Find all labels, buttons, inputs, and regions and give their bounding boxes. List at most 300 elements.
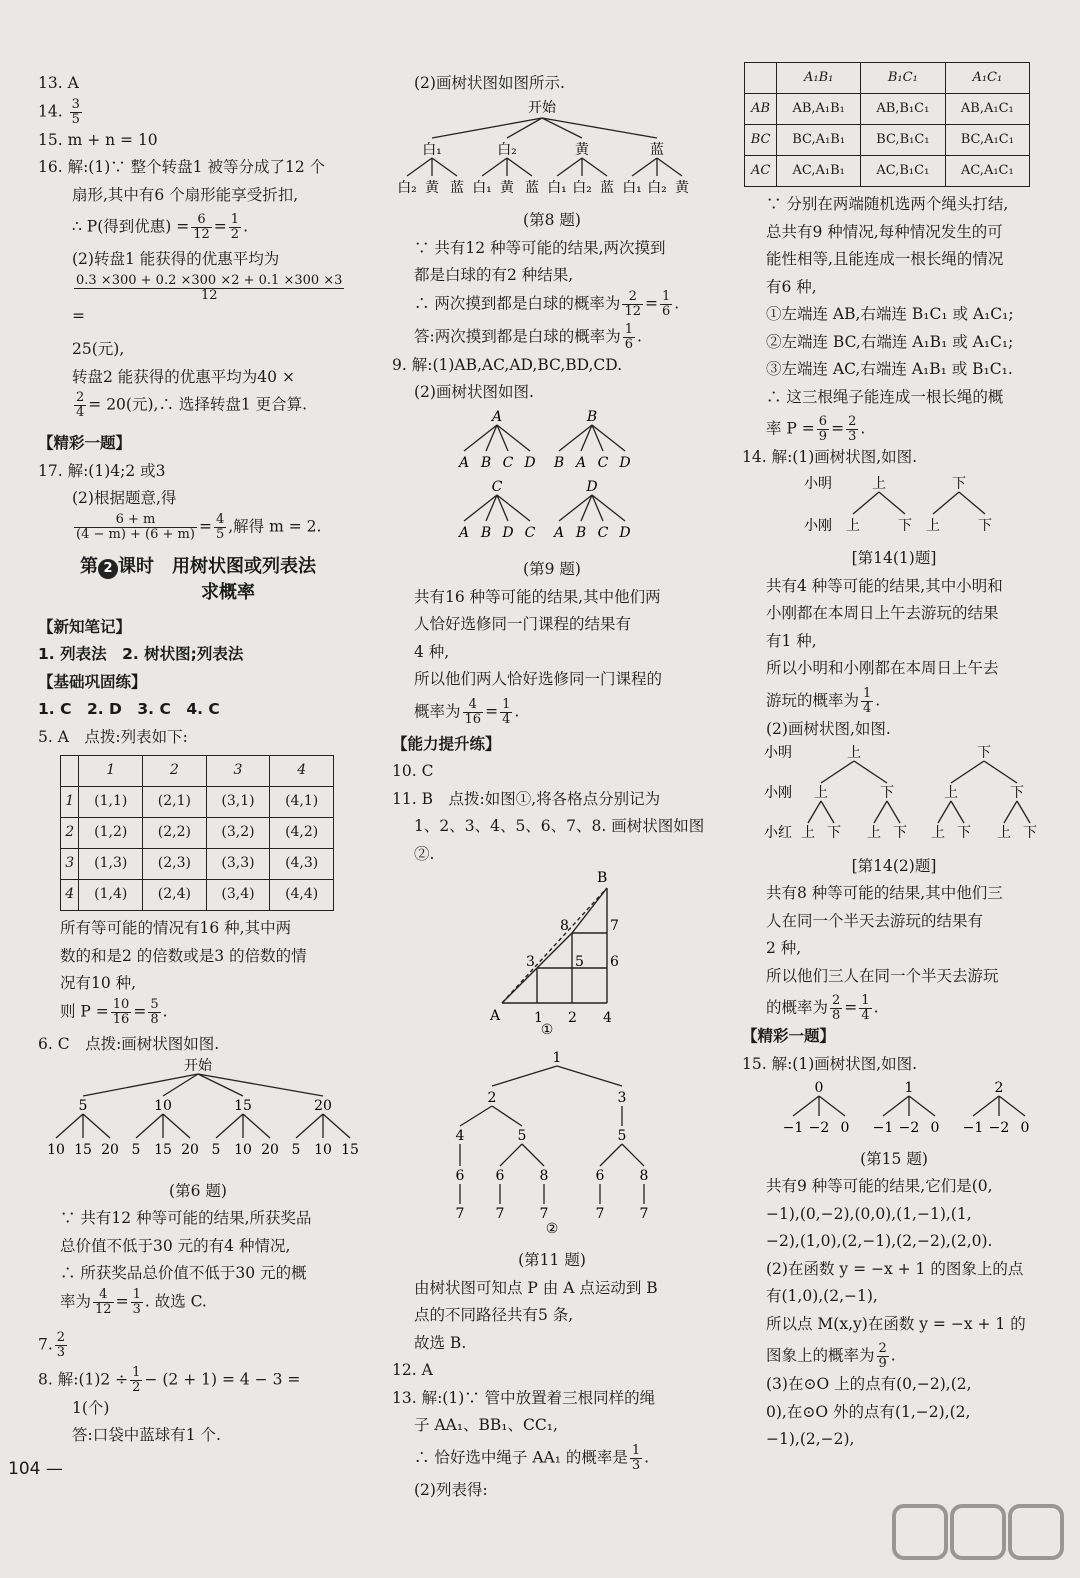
answer-17-line-2: (2)根据题意,得 [72,489,177,507]
tree-node: 7 [595,1205,605,1222]
grid-label-7: 7 [610,918,619,934]
answer-13-line-12: ∴ 这三根绳子能连成一根长绳的概 [766,387,1004,406]
tree-edge [1004,801,1017,823]
answer-11-line-3: 由树状图可知点 P 由 A 点运动到 B [414,1278,658,1297]
table-cell: BC,B₁C₁ [861,125,946,156]
denominator: 5 [215,526,225,542]
tree-node: D [524,454,536,471]
tree-edge [83,1114,110,1138]
denominator: 12 [200,287,218,303]
denominator: 3 [848,429,857,444]
tree-node: 下 [957,825,971,841]
answer-8-line-7 [392,323,712,352]
answer-15-line-8 [744,1342,1044,1371]
tree-edge [582,158,607,176]
text: . 故选 C. [144,1292,207,1310]
numerator: 2 [878,1341,887,1356]
tree-edge [808,801,821,823]
table-row [61,818,334,849]
numerator: 10 [112,996,130,1012]
table-cell: BC,A₁C₁ [945,125,1029,156]
tree-node: 下 [1023,825,1037,841]
tree-node: 5 [517,1127,527,1144]
tree-edge [557,1066,622,1086]
tree-node: C [491,478,503,495]
section-highlight-2: 【精彩一题】 [742,1027,836,1045]
table-cell: (3,3) [206,849,270,880]
text: . [875,691,881,709]
fraction [463,698,484,727]
text: . [873,998,879,1017]
table-header-row [61,756,334,787]
lesson-title [38,554,358,606]
fraction [500,698,512,727]
tree-node: D [502,524,514,541]
tree-node: 下 [1010,785,1024,801]
tree-node: 下 [880,785,894,801]
tree-edge [821,761,854,783]
table-answer-5 [60,755,334,911]
numerator: 2 [622,290,643,305]
answer-15-line-11: −1),(2,−2), [766,1430,855,1448]
tree-node: 0 [840,1120,850,1136]
text: 答:两次摸到都是白球的概率为 [414,327,621,345]
numerator: 2 [76,390,85,405]
answer-5-line-4 [38,998,358,1027]
tree-diagram-14-2 [744,743,1044,843]
answer-17-line-3 [38,513,358,542]
tree-node: 下 [952,475,966,492]
tree-node: 白₁ [547,179,567,196]
tree-node: D [586,478,598,495]
answer-5: 5. A 点拨:列表如下: [38,727,188,746]
tree-root: 开始 [184,1058,212,1074]
tree-node: A [491,408,503,425]
text: 率为 [60,1292,92,1310]
fraction [111,998,132,1027]
answer-5-line-1: 所有等可能的情况有16 种,其中两 [60,919,292,937]
table-cell: 4 [61,880,79,911]
denominator: 6 [661,303,671,319]
table-row [745,94,1030,125]
tree-node: 5 [78,1098,88,1114]
answer-14-line-5: 所以小明和小刚都在本周日上午去 [766,659,999,677]
tree-edge [243,1114,270,1138]
tree-edge [163,1114,190,1138]
tree-node: 上 [801,825,815,841]
tree-node: −2 [988,1120,1010,1136]
tree-node: 上 [814,785,828,801]
table-header-cell: B₁C₁ [861,63,946,94]
tree-node: B [480,454,492,471]
tree-node: 上 [846,517,860,534]
table-row [61,880,334,911]
denominator: 12 [624,303,641,319]
tree-edge [460,1106,492,1126]
tree-node: 10 [154,1098,172,1114]
fraction [93,1288,114,1317]
page-number: 104 — [8,1458,63,1479]
fraction [817,415,829,444]
tree-node: 15 [74,1142,92,1158]
tree-branches [456,1050,649,1222]
answer-8-part-2: (2)画树状图如图所示. [414,74,565,92]
fraction [630,1444,642,1473]
fraction [229,213,241,242]
table-cell: (2,3) [143,849,207,880]
text: = [644,294,658,312]
tree-node: 白₂ [497,141,517,158]
tree-edge [522,1144,544,1166]
numerator: 5 [150,996,159,1012]
numerator: 2 [832,993,841,1008]
row-label-xiaohong: 小红 [764,825,792,841]
tree-node: 蓝 [450,179,464,196]
text: = 20(元),∴ 选择转盘1 更合算. [88,395,308,414]
text: ∴ 恰好选中绳子 AA₁ 的概率是 [414,1448,628,1466]
text: 第 [80,555,98,577]
tree-node: 15 [154,1142,172,1158]
numerator: 1 [861,993,870,1008]
tree-edge [542,118,657,138]
table-cell: AB,A₁C₁ [945,94,1029,125]
answer-5-line-2: 数的和是2 的倍数或是3 的倍数的情 [60,946,307,965]
answer-8-line-1 [38,1366,358,1395]
denominator: (4 − m) + (6 + m) [76,526,195,542]
tree-node: 上 [944,785,958,801]
text: 8. 解:(1)2 ÷ [38,1370,129,1388]
table-header-cell: A₁B₁ [777,63,861,94]
lesson-number: 2 [98,559,118,579]
tree-edge [854,761,887,783]
answer-8-line-2: 1(个) [72,1398,110,1417]
denominator: 2 [230,227,240,242]
tree-node: 2 [994,1080,1004,1096]
text: 游玩的概率为 [766,691,860,709]
tree-node: A [553,524,565,541]
table-cell: (1,1) [79,787,143,818]
text: . [162,1002,168,1020]
tree-edge [874,801,887,823]
answer-6-line-2: 总价值不低于30 元的有4 种情况, [60,1236,291,1255]
grid-label-3: 3 [526,954,535,970]
tree-node: 10 [314,1142,332,1158]
table-cell: 3 [61,849,79,880]
table-header-cell: 2 [143,756,207,787]
fraction [191,213,212,242]
answer-9-line-4: 人恰好选修同一门课程的结果有 [414,615,632,633]
table-cell: 2 [61,818,79,849]
numerator: 4 [463,698,484,713]
row-label-xiaogang: 小刚 [804,517,832,534]
tree-node: 15 [341,1142,358,1158]
caption-9: (第9 题) [523,560,581,578]
caption-14-2: [第14(2)题] [851,856,937,875]
figure-1-caption: ① [540,1022,554,1038]
grid-label-8: 8 [560,918,569,934]
answer-13-line-13 [744,415,1044,444]
answer-15-line-7: 所以点 M(x,y)在函数 y = −x + 1 的 [766,1314,1026,1333]
fraction [74,513,197,542]
text: 概率为 [414,702,461,720]
tree-edge [56,1114,83,1138]
tree-edge [999,1096,1025,1116]
fraction [131,1288,143,1317]
table-cell: (3,4) [206,880,270,911]
text: = [133,1002,147,1020]
answer-12: 12. A [392,1361,433,1379]
tree-node: 6 [495,1167,505,1184]
numerator: 2 [56,1329,66,1345]
tree-node: 20 [101,1142,119,1158]
tree-node: 5 [211,1142,221,1158]
tree-node: 0 [1020,1120,1030,1136]
lesson-title-line-1 [38,554,358,580]
answer-14-line-6 [744,687,1044,716]
tree-edge [198,1074,323,1096]
table-cell: (3,2) [206,818,270,849]
denominator: 3 [631,1457,641,1473]
tree-edge [1017,801,1030,823]
table-cell: (4,2) [270,818,334,849]
answer-13-line-3 [392,1444,712,1473]
row-label-xiaogang: 小刚 [764,785,792,801]
answer-16-line-2: 扇形,其中有6 个扇形能享受折扣, [72,185,299,204]
answer-15-line-4: −2),(1,0),(2,−1),(2,−2),(2,0). [766,1232,993,1250]
grid-label-2: 2 [568,1010,577,1026]
table-cell: (4,3) [270,849,334,880]
tree-edge [951,761,984,783]
fraction [55,1331,67,1360]
answer-13-line-10: ②左端连 BC,右端连 A₁B₁ 或 A₁C₁; [766,332,1014,351]
answer-6-line-3: ∴ 所获奖品总价值不低于30 元的概 [60,1264,307,1282]
denominator: 12 [193,227,210,242]
text: . [674,294,680,312]
fraction [877,1342,889,1371]
numerator: 6 [191,213,212,228]
text: . [860,419,866,438]
text: ∴ 两次摸到都是白球的概率为 [414,294,621,312]
tree-edge [821,801,834,823]
fraction [830,994,842,1023]
tree-node: C [524,524,536,541]
tree-node: 1 [552,1049,562,1066]
answer-15-line-2: 共有9 种等可能的结果,它们是(0, [766,1177,993,1195]
fraction [74,274,344,303]
text: = [213,217,227,236]
fraction [622,290,643,319]
denominator: 4 [502,711,511,727]
fraction [148,998,160,1027]
table-cell: BC [745,125,777,156]
tree-node: C [597,524,609,541]
tree-node: D [619,454,631,471]
numerator: 1 [631,1442,641,1458]
answer-14-line-10: 2 种, [766,939,802,957]
tree-node: 上 [997,825,1011,841]
table-cell: BC,A₁B₁ [777,125,861,156]
tree-node: 上 [847,745,861,761]
answer-11-line-1: 11. B 点拨:如图①,将各格点分别记为 [392,789,661,808]
answer-15-line-6: 有(1,0),(2,−1), [766,1287,878,1305]
tree-node: 8 [639,1167,649,1184]
tree-edge [657,158,682,176]
text: = [485,702,499,720]
table-cell: AB [745,94,777,125]
answer-16-line-5 [38,274,358,331]
grid-label-5: 5 [575,954,584,970]
tree-node: −1 [962,1120,984,1136]
answer-14-line-3: 小刚都在本周日上午去游玩的结果 [766,604,999,622]
tree-branches [47,1074,358,1158]
tree-edge [883,1096,909,1116]
numerator: 1 [502,696,511,712]
answer-9-line-2: (2)画树状图如图. [414,383,534,401]
tree-node: 10 [234,1142,252,1158]
fraction [623,323,635,352]
tree-node: B [553,454,565,471]
section-new-knowledge: 【新知笔记】 [38,617,132,636]
tree-node: 2 [487,1089,497,1106]
answer-15-line-5: (2)在函数 y = −x + 1 的图象上的点 [766,1259,1024,1278]
answer-15-line-3: −1),(0,−2),(0,0),(1,−1),(1, [766,1204,972,1223]
text: − (2 + 1) = 4 − 3 = [144,1370,301,1388]
answer-16-line-6: 25(元), [72,340,125,358]
table-cell: AB,A₁B₁ [777,94,861,125]
answer-14-line-2: 共有4 种等可能的结果,其中小明和 [766,576,1003,595]
tree-node: D [619,524,631,541]
answer-9-line-6: 所以他们两人恰好选修同一门课程的 [414,670,663,688]
answer-7 [38,1331,358,1360]
answer-13-line-6: 总共有9 种情况,每种情况发生的可 [766,222,1003,241]
caption-8: (第8 题) [523,211,581,229]
denominator: 16 [112,1011,130,1027]
tree-node: 下 [893,825,907,841]
answer-8-line-6 [392,290,712,319]
denominator: 9 [878,1356,887,1371]
answer-15-line-1: 15. 解:(1)画树状图,如图. [742,1054,918,1073]
tree-edge [323,1114,350,1138]
caption-11: (第11 题) [518,1251,586,1269]
tree-node: A [458,524,470,541]
answer-14-line-8: 共有8 种等可能的结果,其中他们三 [766,884,1003,902]
answer-13-line-9: ①左端连 AB,右端连 B₁C₁ 或 A₁C₁; [766,305,1014,323]
tree-node: 下 [978,517,992,534]
answer-13-line-1: 13. 解:(1)∵ 管中放置着三根同样的绳 [392,1388,656,1407]
tree-node: 下 [977,745,991,761]
answer-14 [38,98,358,127]
tree-diagram-6 [38,1058,358,1168]
table-cell: (1,2) [79,818,143,849]
denominator: 3 [132,1301,141,1317]
tree-node: 下 [898,517,912,534]
table-cell: (1,3) [79,849,143,880]
tree-node: 20 [314,1098,332,1114]
text: = [198,517,212,535]
tree-edge [632,158,657,176]
tree-node: 20 [261,1142,279,1158]
numerator: 3 [71,96,80,112]
answer-11-line-2: 1、2、3、4、5、6、7、8. 画树状图如图②. [414,817,705,863]
answer-13-line-7: 能性相等,且能连成一根长绳的情况 [766,250,1004,268]
table-row [61,787,334,818]
tree-node: 蓝 [600,179,614,196]
answer-16-line-3 [38,213,358,242]
point-a-label: A [490,1008,501,1024]
text: . [890,1346,896,1365]
answer-13: 13. A [38,74,79,92]
numerator: 1 [661,288,671,304]
answer-15: 15. m + n = 10 [38,130,158,149]
table-header-cell: A₁C₁ [945,63,1029,94]
tree-edge [216,1114,243,1138]
fraction [861,687,873,716]
answer-15-line-10: 0),在⊙O 外的点有(1,−2),(2, [766,1402,971,1421]
text: ∴ P(得到优惠) = [72,217,190,236]
tree-edge [296,1114,323,1138]
numerator: 1 [230,212,240,227]
table-cell: AC [745,156,777,187]
tree-node: 7 [455,1205,465,1222]
numerator: 4 [215,511,225,527]
caption-14-1: [第14(1)题] [851,549,937,567]
answer-13-line-2: 子 AA₁、BB₁、CC₁, [414,1416,558,1434]
answer-13-line-5: ∵ 分别在两端随机选两个绳头打结, [766,195,1009,213]
table-row [745,156,1030,187]
fraction [660,290,672,319]
table-row [745,125,1030,156]
point-b-label: B [597,870,608,886]
tree-edge [432,158,457,176]
tree-edge [492,1066,557,1086]
basic-answers: 1. C 2. D 3. C 4. C [38,700,220,718]
answer-9-line-7 [392,698,712,727]
denominator: 3 [56,1344,66,1360]
answer-13-line-11: ③左端连 AC,右端连 A₁B₁ 或 B₁C₁. [766,360,1013,378]
tree-node: 白₁ [422,141,442,158]
table-cell: 1 [61,787,79,818]
fraction [846,415,858,444]
tree-branches [783,1080,1030,1136]
section-advanced: 【能力提升练】 [392,734,501,753]
tree-node: 上 [872,475,886,492]
tree-node: −1 [872,1120,894,1136]
figure-11-grid [392,868,712,1038]
denominator: 16 [464,711,482,727]
tree-diagram-14-1 [744,472,1044,536]
numerator: 1 [132,1364,141,1380]
right-column [744,62,1044,1454]
text: 率 P = [766,419,815,438]
watermark-logo [890,1500,1070,1570]
answer-6: 6. C 点拨:画树状图如图. [38,1034,220,1053]
numerator: 0.3 ×300 + 0.2 ×300 ×2 + 0.1 ×300 ×3 [76,272,343,288]
answer-15-line-9: (3)在⊙O 上的点有(0,−2),(2, [766,1375,972,1393]
tree-edge [600,1144,622,1166]
tree-edge [909,1096,935,1116]
tree-node: 白₁ [472,179,492,196]
text: 图象上的概率为 [766,1346,875,1365]
denominator: 6 [624,336,634,352]
denominator: 2 [132,1379,141,1395]
table-cell: (4,1) [270,787,334,818]
numerator: 4 [93,1288,114,1303]
tree-edge [407,158,432,176]
tree-node: −1 [782,1120,804,1136]
text: . [644,1448,650,1466]
answer-11-line-4: 点的不同路径共有5 条, [414,1306,574,1324]
tree-node: 0 [814,1080,824,1096]
